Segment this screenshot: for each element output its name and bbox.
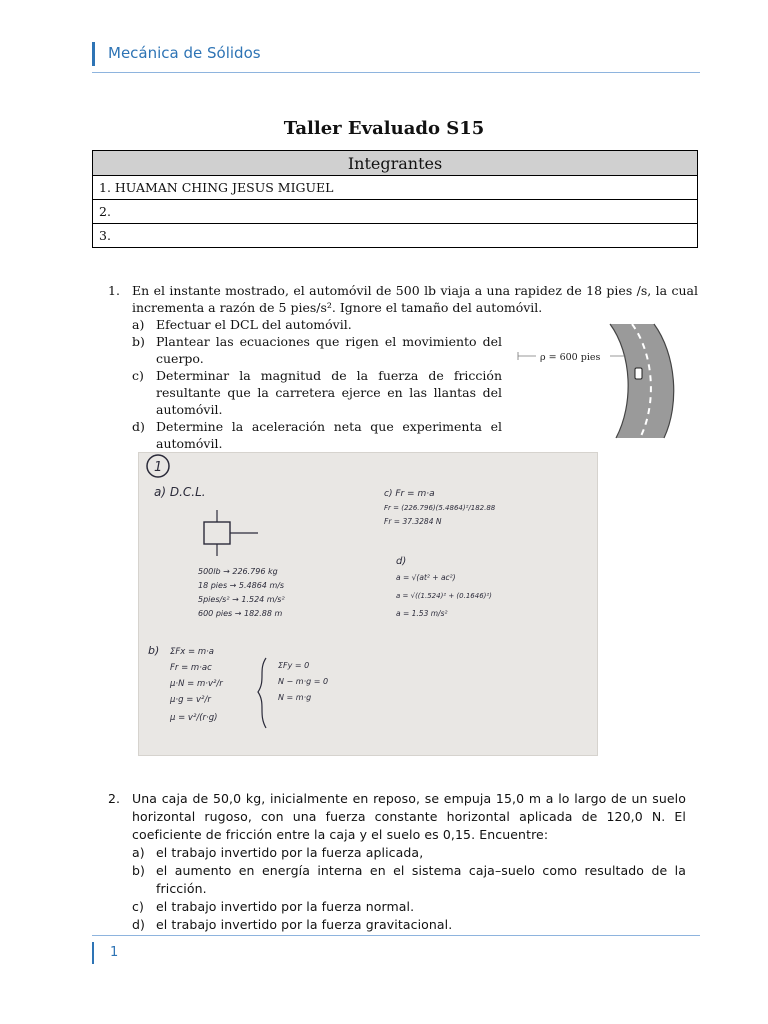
part-a-label: a) D.C.L. — [154, 485, 206, 499]
part-b-right-3: N = m·g — [278, 693, 312, 702]
members-row-2: 2. — [93, 200, 698, 224]
paper-background — [138, 452, 598, 756]
members-row-1: 1. HUAMAN CHING JESUS MIGUEL — [93, 176, 698, 200]
question-1-item-a — [132, 316, 502, 333]
part-d-line-2: a = √((1.524)² + (0.1646)²) — [396, 592, 492, 600]
item-text: Determinar la magnitud de la fuerza de fricción resultante que la carretera ejerce en las llantas del automóvil. — [156, 368, 502, 417]
item-label: c) — [132, 368, 144, 383]
item-label: b) — [132, 334, 145, 349]
header-accent-bar — [92, 42, 95, 66]
question-1-number: 1. — [108, 283, 120, 298]
part-c-label: c) Fr = m·a — [384, 489, 435, 499]
members-row-3: 3. — [93, 224, 698, 248]
document-title: Taller Evaluado S15 — [283, 118, 485, 139]
item-text: Efectuar el DCL del automóvil. — [156, 317, 352, 332]
question-2-item-d — [132, 916, 686, 934]
question-1-item-b — [132, 333, 502, 367]
curved-road-figure — [514, 318, 704, 440]
part-d-line-3: a = 1.53 m/s² — [396, 609, 448, 618]
footer-rule — [92, 935, 700, 936]
part-b-left-4: μ·g = v²/r — [170, 695, 211, 705]
item-text: Determine la aceleración neta que experimenta el automóvil. — [156, 419, 502, 451]
page-number: 1 — [110, 945, 119, 960]
radius-label: ρ = 600 pies — [540, 352, 601, 363]
part-d-line-1: a = √(at² + ac²) — [396, 573, 456, 582]
part-b-left-2: Fr = m·ac — [170, 663, 212, 673]
part-a-line-4: 600 pies → 182.88 m — [198, 609, 283, 618]
item-text: el trabajo invertido por la fuerza normal. — [156, 899, 415, 914]
header-rule — [92, 72, 700, 73]
item-label: b) — [132, 863, 146, 878]
question-1 — [108, 282, 698, 316]
header-title: Mecánica de Sólidos — [108, 44, 261, 62]
part-b-right-1: ΣFy = 0 — [278, 661, 310, 670]
footer-accent-bar — [92, 942, 94, 964]
circled-number: 1 — [154, 460, 163, 475]
item-label: d) — [132, 917, 146, 932]
part-b-label: b) — [148, 644, 160, 657]
question-1-text: En el instante mostrado, el automóvil de 500 lb viaja a una rapidez de 18 pies /s, la cual incrementa a razón de 5 pies/s². Ignore el tamaño del automóvil. — [132, 283, 698, 315]
part-b-left-1: ΣFx = m·a — [170, 647, 215, 657]
question-2-item-a — [132, 844, 686, 862]
question-2 — [108, 790, 686, 934]
part-b-left-5: μ = v²/(r·g) — [170, 713, 218, 723]
item-label: a) — [132, 845, 145, 860]
question-2-number: 2. — [108, 791, 121, 806]
question-2-item-b — [132, 862, 686, 898]
item-text: el trabajo invertido por la fuerza aplicada, — [156, 845, 424, 860]
question-2-item-c — [132, 898, 686, 916]
question-1-items — [132, 316, 502, 452]
item-text: el aumento en energía interna en el sistema caja–suelo como resultado de la fricción. — [156, 863, 686, 896]
car-icon — [635, 368, 642, 379]
question-1-item-d — [132, 418, 502, 452]
item-text: Plantear las ecuaciones que rigen el movimiento del cuerpo. — [156, 334, 502, 366]
question-1-item-c — [132, 367, 502, 418]
part-c-line-2: Fr = 37.3284 N — [384, 517, 442, 526]
part-b-right-2: N − m·g = 0 — [278, 677, 329, 686]
item-label: a) — [132, 317, 145, 332]
part-a-line-3: 5pies/s² → 1.524 m/s² — [198, 595, 285, 604]
item-label: d) — [132, 419, 145, 434]
part-b-left-3: μ·N = m·v²/r — [170, 679, 223, 689]
item-text: el trabajo invertido por la fuerza gravitacional. — [156, 917, 453, 932]
part-c-line-1: Fr = (226.796)(5.4864)²/182.88 — [384, 504, 496, 512]
part-a-line-2: 18 pies → 5.4864 m/s — [198, 581, 285, 590]
part-d-label: d) — [396, 556, 407, 567]
handwritten-solution-photo — [138, 452, 598, 756]
members-table-header: Integrantes — [93, 151, 698, 176]
part-a-line-1: 500lb → 226.796 kg — [198, 567, 278, 576]
question-2-text: Una caja de 50,0 kg, inicialmente en reposo, se empuja 15,0 m a lo largo de un suelo horizontal rugoso, con una fuerza constante horizontal aplicada de 120,0 N. El coeficiente de fricción entre la caja y el suelo es 0,15. Encuentre: — [132, 791, 686, 842]
item-label: c) — [132, 899, 144, 914]
members-table — [92, 150, 698, 248]
